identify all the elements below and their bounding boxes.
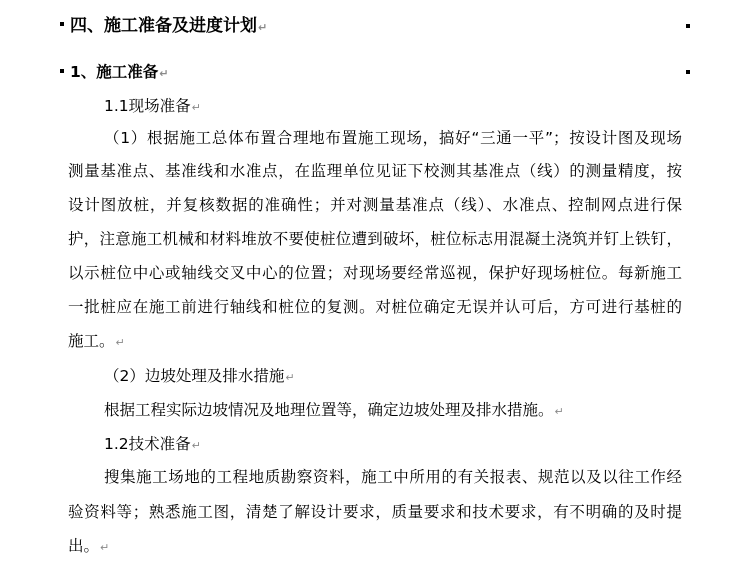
- paragraph-line: 一批桩应在施工前进行轴线和桩位的复测。对桩位确定无误并认可后，方可进行基桩的: [68, 298, 682, 316]
- paragraph-mark-icon: ↵: [554, 405, 564, 418]
- paragraph-mark-icon: ↵: [285, 371, 295, 384]
- paragraph-line: 验资料等；熟悉施工图，清楚了解设计要求，质量要求和技术要求，有不明确的及时提: [68, 503, 682, 521]
- paragraph-line: 护，注意施工机械和材料堆放不要使桩位遭到破坏，桩位标志用混凝土浇筑并钉上铁钉，: [68, 230, 682, 248]
- paragraph-2: 根据工程实际边坡情况及地理位置等，确定边坡处理及排水措施。↵: [104, 401, 564, 419]
- section-heading: 四、施工准备及进度计划↵: [60, 16, 267, 38]
- paragraph-mark-icon: ↵: [191, 101, 201, 114]
- paragraph-line-last: 施工。↵: [68, 332, 125, 350]
- subsection-1-2-title: 1.2技术准备↵: [104, 435, 201, 453]
- subsection-heading: 1、施工准备↵: [60, 62, 169, 84]
- paragraph-line: （1）根据施工总体布置合理地布置施工现场，搞好“三通一平”；按设计图及现场: [104, 129, 682, 147]
- paragraph-line: 以示桩位中心或轴线交叉中心的位置；对现场要经常巡视，保护好现场桩位。每新施工: [68, 264, 682, 282]
- paragraph-line: 设计图放桩，并复核数据的准确性；并对测量基准点（线）、水准点、控制网点进行保: [68, 196, 682, 214]
- subsection-1-1-title: 1.1现场准备↵: [104, 97, 201, 115]
- list-bullet-icon: [60, 69, 64, 73]
- item-2-title: （2）边坡处理及排水措施↵: [104, 367, 295, 385]
- margin-bullet-icon: [686, 24, 690, 28]
- paragraph-mark-icon: ↵: [191, 439, 201, 452]
- margin-bullet-icon: [686, 70, 690, 74]
- paragraph-mark-icon: ↵: [159, 67, 169, 80]
- paragraph-line-last: 出。↵: [68, 537, 110, 555]
- paragraph-mark-icon: ↵: [258, 21, 268, 34]
- paragraph-mark-icon: ↵: [100, 541, 110, 554]
- paragraph-line: 测量基准点、基准线和水准点，在监理单位见证下校测其基准点（线）的测量精度，按: [68, 162, 682, 180]
- paragraph-line: 搜集施工场地的工程地质勘察资料，施工中所用的有关报表、规范以及以往工作经: [104, 468, 682, 486]
- list-bullet-icon: [60, 22, 64, 26]
- paragraph-mark-icon: ↵: [115, 336, 125, 349]
